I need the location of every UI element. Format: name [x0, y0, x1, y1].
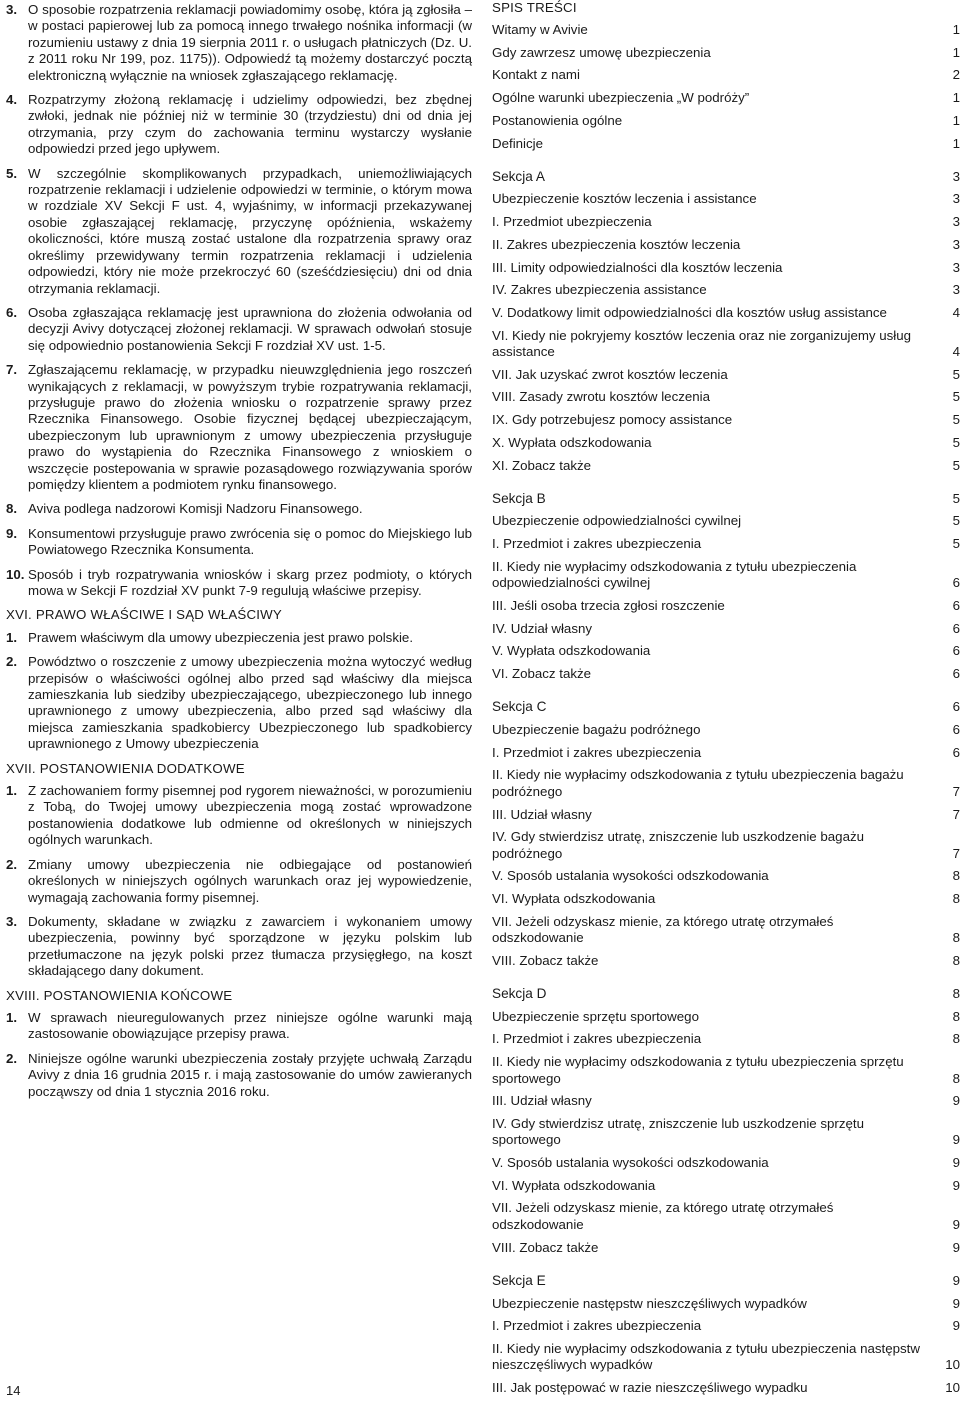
table-of-contents	[492, 0, 960, 1403]
toc-entry-page: 9	[952, 1295, 960, 1311]
toc-entry-label: V. Wypłata odszkodowania	[492, 643, 651, 659]
toc-entry-page: 9	[952, 1177, 960, 1193]
toc-entry-label: Gdy zawrzesz umowę ubezpieczenia	[492, 44, 711, 60]
list-item	[6, 914, 472, 980]
toc-entry-label: VII. Jak uzyskać zwrot kosztów leczenia	[492, 366, 728, 382]
toc-section-heading[interactable]	[492, 699, 960, 715]
toc-entry-page: 5	[952, 366, 960, 382]
item-number: 9.	[6, 525, 18, 541]
complaint-procedure-list	[6, 2, 472, 599]
toc-entry-page: 8	[952, 1070, 960, 1086]
applicable-law-list	[6, 630, 472, 753]
toc-entry-label: VIII. Zasady zwrotu kosztów leczenia	[492, 389, 711, 405]
toc-entry-label: III. Udział własny	[492, 1093, 592, 1109]
toc-entry[interactable]	[492, 807, 960, 823]
toc-entry[interactable]	[492, 891, 960, 907]
toc-entry-page: 3	[952, 191, 960, 207]
toc-entry[interactable]	[492, 536, 960, 552]
toc-entry[interactable]	[492, 1116, 960, 1149]
toc-entry-label: III. Jak postępować w razie nieszczęśliwego wypadku	[492, 1380, 808, 1396]
toc-entry[interactable]	[492, 191, 960, 207]
list-item	[6, 526, 472, 559]
toc-entry-label: VIII. Zobacz także	[492, 952, 599, 968]
toc-entry[interactable]	[492, 435, 960, 451]
item-text: Aviva podlega nadzorowi Komisji Nadzoru Finansowego.	[28, 501, 363, 517]
toc-entry[interactable]	[492, 260, 960, 276]
toc-entry[interactable]	[492, 136, 960, 152]
toc-entry-page: 1	[952, 22, 960, 37]
toc-entry-page: 9	[952, 1132, 960, 1148]
toc-entry-label: III. Udział własny	[492, 806, 592, 822]
toc-entry-label: IV. Zakres ubezpieczenia assistance	[492, 282, 707, 298]
toc-entry-page: 6	[952, 699, 960, 715]
toc-entry-page: 1	[952, 135, 960, 151]
toc-entry-label: Sekcja D	[492, 986, 547, 1002]
toc-entry[interactable]	[492, 722, 960, 738]
toc-entry-page: 5	[952, 536, 960, 552]
toc-entry-page: 6	[952, 575, 960, 591]
toc-entry[interactable]	[492, 559, 960, 592]
document-body	[6, 2, 472, 1108]
toc-entry-page: 8	[952, 891, 960, 907]
toc-entry-label: X. Wypłata odszkodowania	[492, 434, 652, 450]
list-item	[6, 630, 472, 646]
item-number: 2.	[6, 856, 18, 872]
toc-entry-label: II. Zakres ubezpieczenia kosztów leczenia	[492, 236, 741, 252]
toc-spacer	[492, 976, 960, 987]
toc-entry[interactable]	[492, 67, 960, 83]
list-item	[6, 1010, 472, 1043]
toc-entry-label: I. Przedmiot ubezpieczenia	[492, 214, 652, 230]
list-item	[6, 783, 472, 849]
toc-entry-page: 7	[952, 845, 960, 861]
toc-entry-label: II. Kiedy nie wypłacimy odszkodowania z tytułu ubezpieczenia sprzętu sportowego	[492, 1054, 904, 1086]
toc-entry-page: 9	[952, 1318, 960, 1334]
toc-entry-page: 9	[952, 1093, 960, 1109]
toc-entry[interactable]	[492, 367, 960, 383]
toc-entry[interactable]	[492, 458, 960, 474]
toc-entry-page: 7	[952, 806, 960, 822]
item-number: 6.	[6, 304, 18, 320]
item-text: Dokumenty, składane w związku z zawarciem i wykonaniem umowy ubezpieczenia, powinny być sporządzone w języku polskim lub przetłumaczone na język polski przez tłumacza przysięgłego, na koszt składającego dany dokument.	[28, 913, 472, 979]
toc-section-heading[interactable]	[492, 986, 960, 1002]
toc-entry[interactable]	[492, 22, 960, 38]
toc-entry-label: IV. Gdy stwierdzisz utratę, zniszczenie lub uszkodzenie bagażu podróżnego	[492, 829, 865, 861]
toc-entry-label: V. Sposób ustalania wysokości odszkodowania	[492, 1155, 769, 1171]
toc-entry-page: 8	[952, 868, 960, 884]
toc-entry-page: 6	[952, 722, 960, 737]
toc-entry-label: VI. Zobacz także	[492, 666, 592, 682]
toc-entry-label: Definicje	[492, 135, 543, 151]
item-text: W sprawach nieuregulowanych przez niniejsze ogólne warunki mają zastosowanie obowiązujące przepisy prawa.	[28, 1009, 472, 1042]
toc-entry[interactable]	[492, 868, 960, 884]
item-number: 2.	[6, 1050, 18, 1066]
toc-entry[interactable]	[492, 621, 960, 637]
toc-entry-page: 3	[952, 168, 960, 184]
toc-entry-label: I. Przedmiot i zakres ubezpieczenia	[492, 1031, 702, 1047]
toc-spacer	[492, 480, 960, 491]
toc-entry[interactable]	[492, 914, 960, 947]
toc-entry-label: Kontakt z nami	[492, 67, 580, 83]
toc-entry-page: 5	[952, 490, 960, 506]
page-number: 14	[6, 1383, 21, 1398]
toc-entry[interactable]	[492, 598, 960, 614]
toc-entry-page: 1	[952, 112, 960, 128]
toc-entry[interactable]	[492, 1178, 960, 1194]
toc-entry-label: Ubezpieczenie kosztów leczenia i assistance	[492, 191, 757, 207]
item-text: Z zachowaniem formy pisemnej pod rygorem nieważności, w porozumieniu z Tobą, do Twojej umowy ubezpieczenia mogą zostać wprowadzone postanowienia dodatkowe lub odmienne od określonych w niniejszych ogólnych warunkach.	[28, 783, 472, 848]
toc-entry-label: Ubezpieczenie bagażu podróżnego	[492, 722, 701, 737]
toc-entry-page: 8	[952, 1008, 960, 1024]
toc-entry-label: VI. Kiedy nie pokryjemy kosztów leczenia oraz nie zorganizujemy usług assistance	[492, 327, 912, 360]
toc-entry-page: 6	[952, 666, 960, 682]
toc-entry[interactable]	[492, 1009, 960, 1025]
toc-entry[interactable]	[492, 237, 960, 253]
toc-entry-label: VII. Jeżeli odzyskasz mienie, za którego utratę otrzymałeś odszkodowanie	[492, 1200, 834, 1232]
item-number: 1.	[6, 783, 18, 799]
toc-spacer	[492, 158, 960, 169]
toc-entry[interactable]	[492, 1341, 960, 1374]
toc-entry[interactable]	[492, 328, 960, 361]
toc-entry-label: II. Kiedy nie wypłacimy odszkodowania z tytułu ubezpieczenia odpowiedzialności cywilnej	[492, 558, 857, 591]
item-number: 3.	[6, 913, 18, 929]
section-xvi-title: XVI. PRAWO WŁAŚCIWE I SĄD WŁAŚCIWY	[6, 607, 282, 623]
toc-entry[interactable]	[492, 643, 960, 659]
toc-spacer	[492, 689, 960, 700]
toc-entry-label: Sekcja E	[492, 1272, 546, 1288]
item-text: W szczególnie skomplikowanych przypadkach, uniemożliwiających rozpatrzenie reklamacji i udzielenie odpowiedzi w terminie, o którym mowa w rozdziale XV Sekcji F ust. 4, wyjaśnimy, w informacji przekazywanej osobie zgłaszającej reklamację, przyczynę opóźnienia, wskażemy okoliczności, które muszą zostać ustalone dla rozpatrzenia sprawy oraz określimy przewidywany termin rozpatrzenia reklamacji i udzielenia odpowiedzi, który nie może przekroczyć 60 (sześćdziesięciu) dni od dnia otrzymania reklamacji.	[28, 165, 472, 296]
toc-entry[interactable]	[492, 282, 960, 298]
item-text: Zmiany umowy ubezpieczenia nie odbiegające od postanowień określonych w niniejszych ogólnych warunkach oraz jej wypowiedzenie, wymagają zachowania formy pisemnej.	[28, 856, 472, 905]
toc-entry-page: 7	[952, 783, 960, 799]
section-xviii-title: XVIII. POSTANOWIENIA KOŃCOWE	[6, 987, 233, 1003]
toc-entry-label: V. Sposób ustalania wysokości odszkodowania	[492, 868, 769, 884]
toc-section-heading[interactable]	[492, 1273, 960, 1289]
item-number: 2.	[6, 654, 18, 670]
item-text: Konsumentowi przysługuje prawo zwrócenia się o pomoc do Miejskiego lub Powiatowego Rzecznika Konsumenta.	[28, 525, 472, 558]
toc-entry[interactable]	[492, 214, 960, 230]
toc-entry-label: Postanowienia ogólne	[492, 112, 623, 128]
item-number: 4.	[6, 92, 18, 108]
toc-entry[interactable]	[492, 1296, 960, 1312]
item-number: 3.	[6, 2, 18, 17]
toc-entry[interactable]	[492, 767, 960, 800]
toc-entry-label: III. Limity odpowiedzialności dla kosztów leczenia	[492, 259, 783, 275]
toc-entry[interactable]	[492, 113, 960, 129]
item-text: Sposób i tryb rozpatrywania wniosków i skarg przez podmioty, o których mowa w Sekcji F rozdział XV punkt 7-9 regulują właściwe przepisy.	[28, 566, 472, 598]
toc-entry-page: 6	[952, 620, 960, 636]
toc-entry-page: 10	[945, 1357, 960, 1373]
toc-entry-label: V. Dodatkowy limit odpowiedzialności dla kosztów usług assistance	[492, 304, 887, 320]
toc-entry-page: 5	[952, 389, 960, 405]
toc-entry-label: I. Przedmiot i zakres ubezpieczenia	[492, 1318, 702, 1334]
toc-spacer	[492, 1262, 960, 1273]
toc-entry[interactable]	[492, 1054, 960, 1087]
toc-entry-label: I. Przedmiot i zakres ubezpieczenia	[492, 744, 702, 760]
toc-entry-label: Sekcja A	[492, 168, 545, 184]
toc-entry[interactable]	[492, 305, 960, 321]
item-number: 7.	[6, 362, 18, 378]
toc-entry-label: IV. Udział własny	[492, 620, 593, 636]
item-text: Osoba zgłaszająca reklamację jest uprawniona do złożenia odwołania od decyzji Avivy dotyczącej złożonej reklamacji. W sprawach odwołań stosuje się odpowiednio postanowienia Sekcji F rozdział XV ust. 1-5.	[28, 304, 472, 353]
list-item	[6, 92, 472, 158]
toc-entry[interactable]	[492, 745, 960, 761]
toc-entry-page: 6	[952, 744, 960, 760]
toc-entry-page: 1	[952, 44, 960, 60]
toc-section-heading[interactable]	[492, 491, 960, 507]
toc-entry[interactable]	[492, 1093, 960, 1109]
toc-entry-label: Witamy w Avivie	[492, 22, 588, 37]
toc-entry-page: 3	[952, 282, 960, 298]
toc-entry-page: 8	[952, 952, 960, 968]
toc-entry[interactable]	[492, 412, 960, 428]
toc-entry[interactable]	[492, 1031, 960, 1047]
toc-entry-label: VI. Wypłata odszkodowania	[492, 891, 656, 907]
toc-entry-label: III. Jeśli osoba trzecia zgłosi roszczenie	[492, 597, 725, 613]
toc-entry-label: XI. Zobacz także	[492, 457, 592, 473]
additional-provisions-list	[6, 783, 472, 979]
toc-entry-page: 9	[952, 1272, 960, 1288]
toc-entry-page: 6	[952, 597, 960, 613]
toc-entry[interactable]	[492, 1318, 960, 1334]
toc-entry-page: 6	[952, 643, 960, 659]
toc-entry-page: 8	[952, 1031, 960, 1047]
item-number: 1.	[6, 1009, 18, 1025]
toc-entry-label: Ubezpieczenie odpowiedzialności cywilnej	[492, 513, 742, 529]
item-text: O sposobie rozpatrzenia reklamacji powiadomimy osobę, która ją zgłosiła – w postaci papierowej lub za pomocą innego trwałego nośnika informacji (w rozumieniu ustawy z dnia 19 sierpnia 2011 r. o usługach płatniczych (Dz. U. z 2011 roku Nr 199, poz. 1175)). Odpowiedź tą możemy dostarczyć pocztą elektroniczną wyłącznie na wniosek zgłaszającego reklamację.	[28, 2, 472, 83]
final-provisions-list	[6, 1010, 472, 1100]
toc-entry-label: Ubezpieczenie następstw nieszczęśliwych wypadków	[492, 1295, 807, 1311]
toc-entry-label: II. Kiedy nie wypłacimy odszkodowania z tytułu ubezpieczenia bagażu podróżnego	[492, 767, 904, 799]
toc-entry-label: VI. Wypłata odszkodowania	[492, 1177, 656, 1193]
toc-entry[interactable]	[492, 45, 960, 61]
toc-entry[interactable]	[492, 389, 960, 405]
toc-entry[interactable]	[492, 90, 960, 106]
toc-entry-page: 4	[952, 344, 960, 360]
list-item	[6, 654, 472, 752]
toc-section-heading[interactable]	[492, 169, 960, 185]
item-text: Niniejsze ogólne warunki ubezpieczenia zostały przyjęte uchwałą Zarządu Avivy z dnia 16 grudnia 2015 r. i mają zastosowanie do umów zawieranych począwszy od dnia 1 stycznia 2016 roku.	[28, 1050, 472, 1099]
item-number: 8.	[6, 501, 18, 517]
item-text: Zgłaszającemu reklamację, w przypadku nieuwzględnienia jego roszczeń wynikających z reklamacji, w powyższym trybie rozpatrywania reklamacji, przysługuje prawo do złożenia wniosku o rozpatrzenie sprawy przez Rzecznika Finansowego. Osobie fizycznej będącej ubezpieczającym, ubezpieczonym lub uprawnionym z umowy ubezpieczenia przysługuje prawo do wystąpienia do Rzecznika Finansowego z wnioskiem o wszczęcie postepowania w sprawie pozasądowego rozwiązywania sporów pomiędzy klientem a podmiotem rynku finansowego.	[28, 362, 472, 492]
list-item	[6, 857, 472, 906]
toc-entry-page: 5	[952, 457, 960, 473]
item-text: Rozpatrzymy złożoną reklamację i udzielimy odpowiedzi, bez zbędnej zwłoki, jednak nie później niż w terminie 30 (trzydziestu) dni od dnia jej otrzymania, przy czym do zachowania terminu wystarczy wysłanie odpowiedzi przed jego upływem.	[28, 92, 472, 157]
toc-entry-label: Sekcja B	[492, 490, 546, 506]
toc-entry-label: I. Przedmiot i zakres ubezpieczenia	[492, 536, 702, 552]
toc-entry-page: 9	[952, 1155, 960, 1171]
toc-entry-label: IV. Gdy stwierdzisz utratę, zniszczenie lub uszkodzenie sprzętu sportowego	[492, 1115, 864, 1148]
toc-entry-label: VII. Jeżeli odzyskasz mienie, za którego utratę otrzymałeś odszkodowanie	[492, 913, 834, 946]
toc-entry[interactable]	[492, 953, 960, 969]
toc-entry-page: 9	[952, 1239, 960, 1255]
toc-entry-page: 8	[952, 986, 960, 1002]
list-item	[6, 305, 472, 354]
toc-entry-page: 4	[952, 304, 960, 320]
toc-entry[interactable]	[492, 1155, 960, 1171]
list-item	[6, 166, 472, 297]
toc-entry-page: 3	[952, 214, 960, 230]
toc-title: SPIS TREŚCI	[492, 0, 577, 15]
toc-entry[interactable]	[492, 666, 960, 682]
item-text: Powództwo o roszczenie z umowy ubezpieczenia można wytoczyć według przepisów o właściwości ogólnej albo przed sąd właściwy dla miejsca zamieszkania lub siedziby ubezpieczającego, ubezpieczonego lub innego uprawnionego z umowy ubezpieczenia, albo przed sąd właściwy dla miejsca zamieszkania spadkobiercy Ubezpieczonego lub spadkobiercy uprawnionego z Umowy ubezpieczenia	[28, 654, 472, 752]
list-item	[6, 501, 472, 517]
toc-entry[interactable]	[492, 1240, 960, 1256]
item-text: Prawem właściwym dla umowy ubezpieczenia jest prawo polskie.	[28, 629, 414, 645]
toc-list	[492, 22, 960, 1396]
item-number: 10.	[6, 566, 25, 582]
toc-entry-label: II. Kiedy nie wypłacimy odszkodowania z tytułu ubezpieczenia następstw nieszczęśliwych wypadków	[492, 1340, 920, 1373]
toc-entry-page: 3	[952, 236, 960, 252]
section-xvii-title: XVII. POSTANOWIENIA DODATKOWE	[6, 760, 245, 776]
list-item	[6, 362, 472, 493]
toc-entry-label: Ogólne warunki ubezpieczenia „W podróży”	[492, 90, 750, 106]
list-item	[6, 2, 472, 84]
toc-entry-label: Sekcja C	[492, 699, 547, 715]
toc-entry-page: 5	[952, 412, 960, 428]
toc-entry[interactable]	[492, 513, 960, 529]
toc-entry[interactable]	[492, 1380, 960, 1396]
item-number: 5.	[6, 165, 18, 181]
item-number: 1.	[6, 629, 18, 645]
list-item	[6, 1051, 472, 1100]
toc-entry-page: 1	[952, 90, 960, 106]
toc-entry-page: 9	[952, 1216, 960, 1232]
toc-entry-page: 3	[952, 259, 960, 275]
toc-entry-page: 5	[952, 434, 960, 450]
toc-entry-page: 10	[945, 1380, 960, 1396]
toc-entry-label: VIII. Zobacz także	[492, 1239, 599, 1255]
toc-entry-page: 2	[952, 67, 960, 83]
toc-entry[interactable]	[492, 829, 960, 862]
toc-entry-label: Ubezpieczenie sprzętu sportowego	[492, 1008, 699, 1024]
toc-entry-label: IX. Gdy potrzebujesz pomocy assistance	[492, 412, 733, 428]
toc-entry-page: 5	[952, 513, 960, 529]
toc-entry-page: 8	[952, 930, 960, 946]
list-item	[6, 567, 472, 600]
toc-entry[interactable]	[492, 1200, 960, 1233]
